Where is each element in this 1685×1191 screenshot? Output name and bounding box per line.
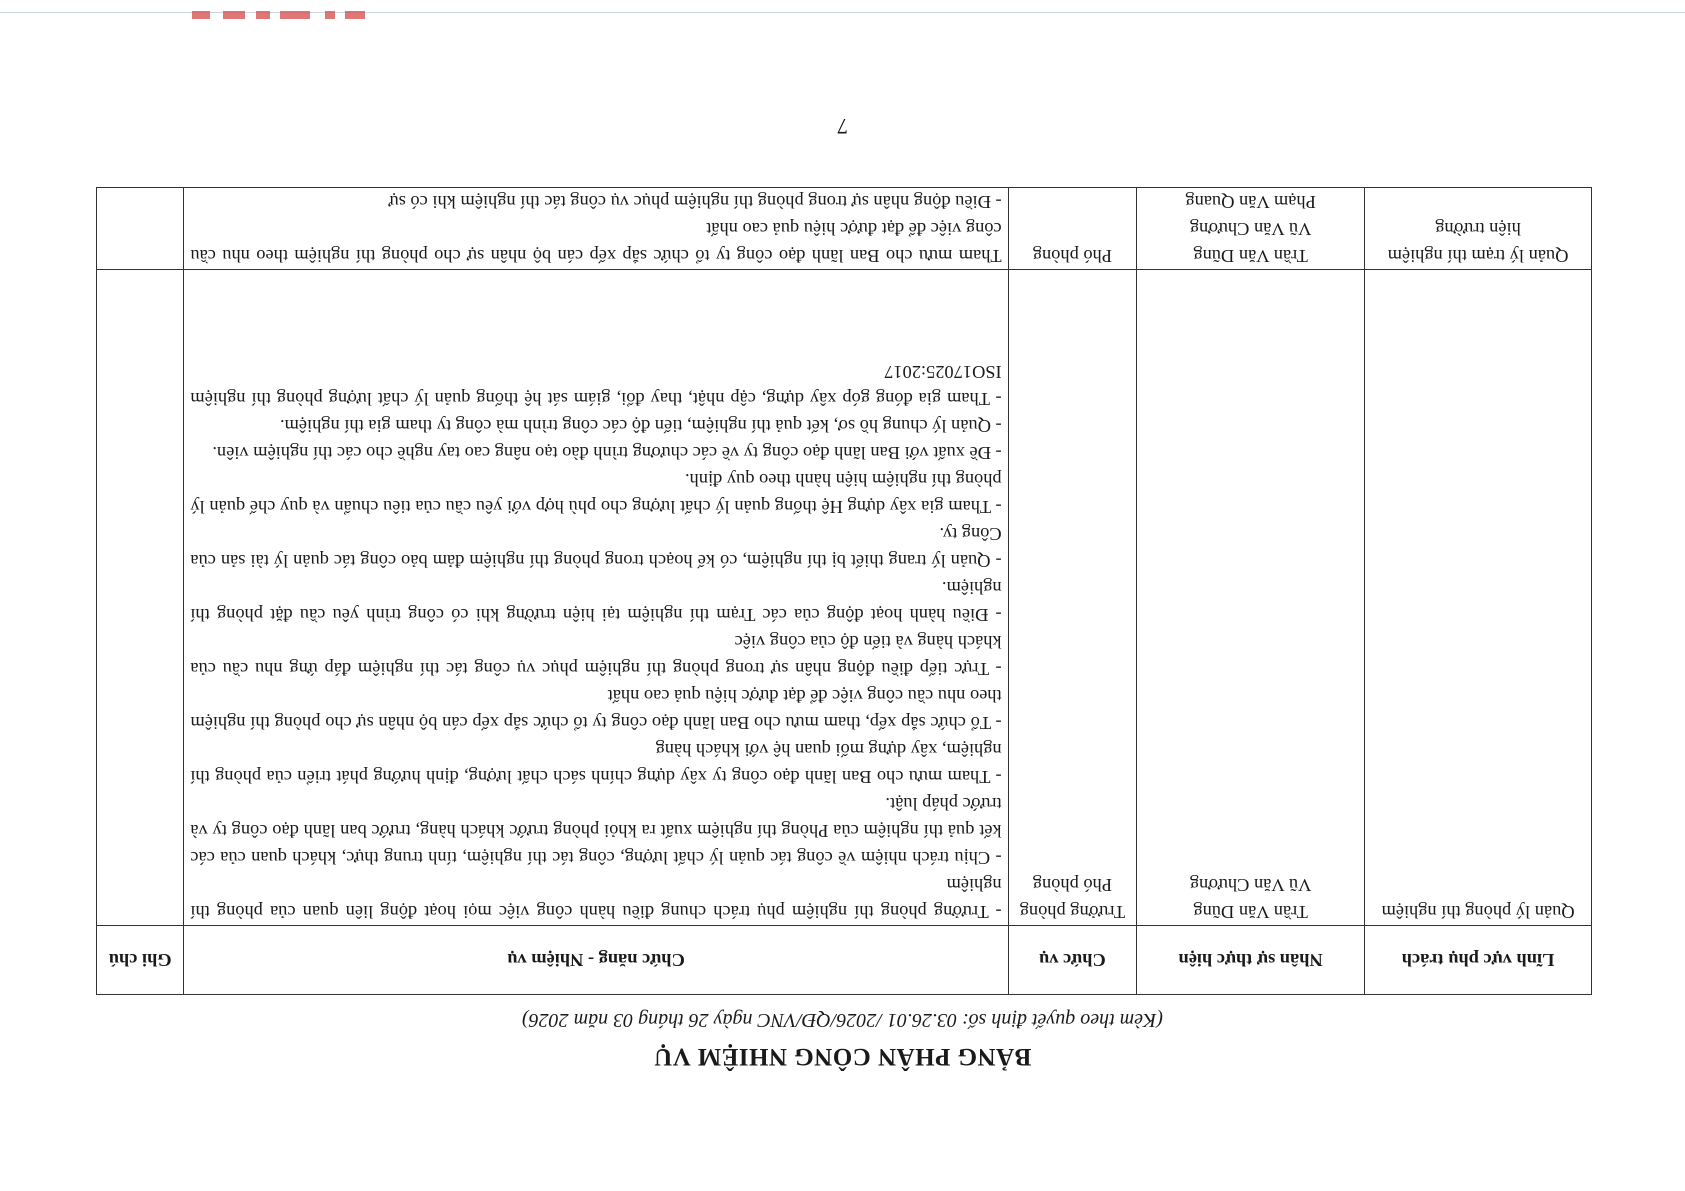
header-duties: Chức năng - Nhiệm vụ xyxy=(184,926,1008,995)
cell-area: Quản lý phòng thí nghiệm xyxy=(1365,270,1592,926)
cell-position xyxy=(1008,270,1137,926)
table-row xyxy=(97,270,1592,926)
table-row xyxy=(97,188,1592,270)
duty-item: - Điều hành hoạt động của các Trạm thí nghiệm tại hiện trường khi có công trình yêu cầu đặt phòng thí nghiệm. xyxy=(190,578,1002,625)
staff-name: Phạm Văn Quang xyxy=(1185,192,1316,212)
page-number: 7 xyxy=(837,114,848,139)
cell-staff xyxy=(1137,270,1365,926)
duty-item: Tham mưu cho Ban lãnh đạo công ty tổ chức sắp xếp cán bộ nhân sự cho phòng thí nghiệm theo nhu cầu công việc để đạt được hiệu quả cao nhất xyxy=(190,219,1002,266)
cell-note xyxy=(97,188,184,270)
duty-item: - Đề xuất với Ban lãnh đạo công ty về các chương trình đào tạo nâng cao tay nghề cho các thí nghiệm viên. xyxy=(212,443,1002,463)
duty-item: - Tổ chức sắp xếp, tham mưu cho Ban lãnh đạo công ty tổ chức sắp xếp cán bộ nhân sự cho phòng thí nghiệm theo nhu cầu công việc để đạt được hiệu quả cao nhất xyxy=(190,686,1002,733)
duty-item: - Tham gia đóng góp xây dựng, cập nhật, thay đổi, giám sát hệ thống quản lý chất lượng phòng thí nghiệm ISO17025:2017 xyxy=(190,362,1002,409)
position-label: Phó phòng xyxy=(1032,246,1113,266)
staff-name: Trần Văn Dũng xyxy=(1193,246,1308,266)
cell-staff xyxy=(1137,188,1365,270)
staff-name: Trần Văn Dũng xyxy=(1193,902,1308,922)
cell-duties xyxy=(184,188,1008,270)
document-subtitle: (Kèm theo quyết định số: 03.26.01 /2026/QĐ/VNC ngày 26 tháng 03 năm 2026) xyxy=(521,1009,1164,1031)
duty-assignment-table xyxy=(96,187,1592,995)
table-header-row xyxy=(97,926,1592,995)
header-position: Chức vụ xyxy=(1008,926,1137,995)
duty-item: - Quản lý trang thiết bị thí nghiệm, có kế hoạch trong phòng thí nghiệm đảm bảo công tác quản lý tài sản của Công ty. xyxy=(190,524,1002,571)
cell-area: Quản lý trạm thí nghiệm hiện trường xyxy=(1365,188,1592,270)
duty-item: - Trưởng phòng thí nghiệm phụ trách chung điều hành công việc mọi hoạt động liên quan của phòng thí nghiệm xyxy=(190,875,1002,922)
header-staff: Nhân sự thực hiện xyxy=(1137,926,1365,995)
duty-item: - Trực tiếp điều động nhân sự trong phòng thí nghiệm phục vụ công tác thí nghiệm đáp ứng nhu cầu của khách hàng và tiến độ của công việc xyxy=(190,632,1002,679)
staff-name: Vũ Văn Chương xyxy=(1189,875,1312,895)
position-label: Phó phòng xyxy=(1032,875,1113,895)
duty-item: - Chịu trách nhiệm về công tác quản lý chất lượng, công tác thí nghiệm, tính trung thực, khách quan của các kết quả thí nghiệm của Phòng thí nghiệm xuất ra khỏi phòng trước khách hàng, trước ban lãnh đạo công ty và trước pháp luật. xyxy=(190,794,1002,868)
cell-duties xyxy=(184,270,1008,926)
cell-note xyxy=(97,270,184,926)
duty-item: - Quản lý chung hồ sơ, kết quả thí nghiệm, tiến độ các công trình mà công ty tham gia thí nghiệm. xyxy=(279,416,1002,436)
document-title: BẢNG PHÂN CÔNG NHIỆM VỤ xyxy=(653,1043,1032,1070)
cell-position xyxy=(1008,188,1137,270)
header-area: Lĩnh vực phụ trách xyxy=(1365,926,1592,995)
duty-item: - Tham mưu cho Ban lãnh đạo công ty xây dựng chính sách chất lượng, định hướng phát triển của phòng thí nghiệm, xây dựng mối quan hệ với khách hàng xyxy=(190,740,1002,787)
header-note: Ghi chú xyxy=(97,926,184,995)
duty-item: - Điều động nhân sự trong phòng thí nghiệm phục vụ công tác thí nghiệm khi có sự xyxy=(388,192,1002,212)
duty-item: - Tham gia xây dựng Hệ thống quản lý chất lượng cho phù hợp với yêu cầu của tiêu chuẩn và quy chế quản lý phòng thí nghiệm hiện hành theo quy định. xyxy=(190,470,1002,517)
position-label: Trưởng phòng xyxy=(1019,902,1126,922)
staff-name: Vũ Văn Chương xyxy=(1189,219,1312,239)
red-stamp-fragment xyxy=(165,7,365,19)
